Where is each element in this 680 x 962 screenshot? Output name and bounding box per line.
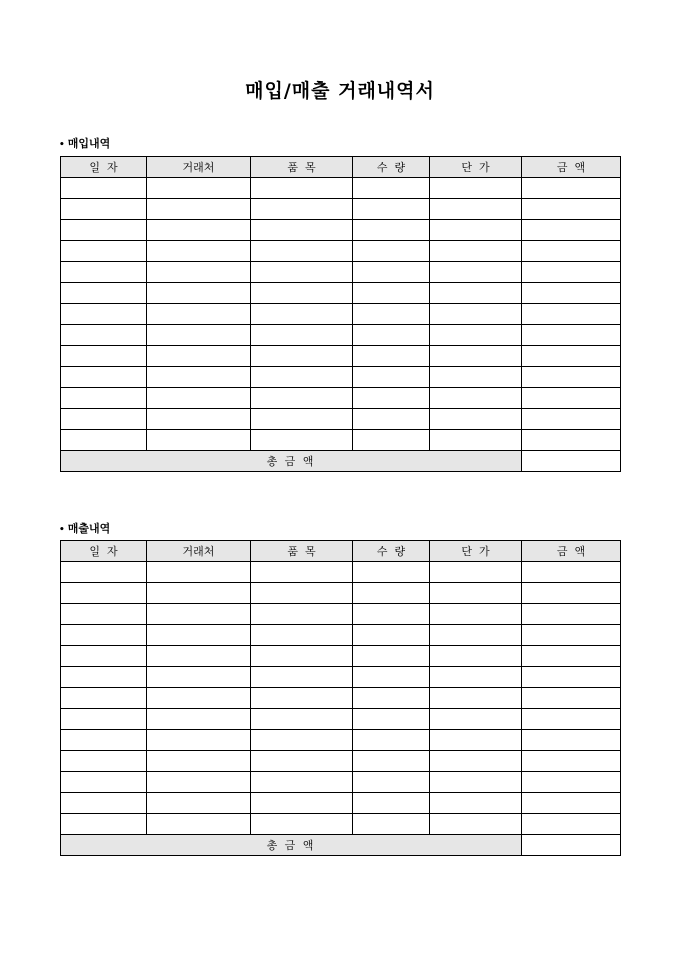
table-cell[interactable] [147, 646, 251, 667]
purchase-heading-text: 매입내역 [67, 137, 111, 150]
table-cell[interactable] [61, 688, 147, 709]
table-cell[interactable] [353, 604, 430, 625]
column-header: 금 액 [522, 541, 621, 562]
table-cell[interactable] [522, 199, 621, 220]
table-row [61, 688, 621, 709]
table-cell[interactable] [147, 178, 251, 199]
table-cell[interactable] [251, 667, 353, 688]
table-cell[interactable] [430, 667, 522, 688]
table-cell[interactable] [61, 730, 147, 751]
table-cell[interactable] [251, 793, 353, 814]
column-header: 품 목 [251, 157, 353, 178]
table-cell[interactable] [353, 346, 430, 367]
table-cell[interactable] [353, 583, 430, 604]
table-row [61, 772, 621, 793]
table-row [61, 709, 621, 730]
table-cell[interactable] [147, 367, 251, 388]
table-row [61, 220, 621, 241]
table-cell[interactable] [353, 709, 430, 730]
table-cell[interactable] [61, 325, 147, 346]
table-cell[interactable] [522, 562, 621, 583]
table-cell[interactable] [61, 241, 147, 262]
table-row [61, 814, 621, 835]
table-row [61, 178, 621, 199]
table-cell[interactable] [251, 751, 353, 772]
table-cell[interactable] [522, 367, 621, 388]
total-label: 총 금 액 [61, 835, 522, 856]
table-cell[interactable] [430, 199, 522, 220]
table-cell[interactable] [61, 409, 147, 430]
table-row [61, 646, 621, 667]
table-cell[interactable] [251, 730, 353, 751]
table-cell[interactable] [61, 583, 147, 604]
table-cell[interactable] [251, 709, 353, 730]
total-row [61, 451, 621, 472]
table-cell[interactable] [430, 178, 522, 199]
table-cell[interactable] [522, 241, 621, 262]
total-amount-cell[interactable] [522, 835, 621, 856]
table-cell[interactable] [430, 409, 522, 430]
table-cell[interactable] [61, 751, 147, 772]
table-cell[interactable] [522, 583, 621, 604]
table-row [61, 325, 621, 346]
table-cell[interactable] [251, 604, 353, 625]
column-header: 일 자 [61, 541, 147, 562]
column-header: 수 량 [353, 157, 430, 178]
table-cell[interactable] [522, 730, 621, 751]
column-header: 수 량 [353, 541, 430, 562]
table-cell[interactable] [251, 646, 353, 667]
table-cell[interactable] [61, 262, 147, 283]
table-cell[interactable] [147, 283, 251, 304]
table-cell[interactable] [147, 604, 251, 625]
document-title: 매입/매출 거래내역서 [245, 80, 435, 102]
table-cell[interactable] [430, 688, 522, 709]
table-cell[interactable] [61, 793, 147, 814]
sales-table [60, 540, 621, 856]
table-cell[interactable] [61, 430, 147, 451]
table-cell[interactable] [147, 304, 251, 325]
table-cell[interactable] [251, 220, 353, 241]
column-header: 거래처 [147, 157, 251, 178]
table-cell[interactable] [430, 430, 522, 451]
column-header: 금 액 [522, 157, 621, 178]
table-cell[interactable] [430, 388, 522, 409]
table-cell[interactable] [353, 283, 430, 304]
table-cell[interactable] [522, 646, 621, 667]
table-cell[interactable] [353, 772, 430, 793]
total-label: 총 금 액 [61, 451, 522, 472]
table-cell[interactable] [522, 793, 621, 814]
table-cell[interactable] [147, 430, 251, 451]
table-cell[interactable] [353, 241, 430, 262]
table-cell[interactable] [61, 220, 147, 241]
column-header: 일 자 [61, 157, 147, 178]
table-cell[interactable] [353, 625, 430, 646]
table-cell[interactable] [522, 751, 621, 772]
table-cell[interactable] [147, 562, 251, 583]
table-cell[interactable] [522, 325, 621, 346]
bullet-icon: • [59, 525, 65, 535]
table-row [61, 409, 621, 430]
table-row [61, 367, 621, 388]
table-cell[interactable] [61, 709, 147, 730]
table-cell[interactable] [353, 409, 430, 430]
table-cell[interactable] [430, 220, 522, 241]
bullet-icon: • [59, 140, 65, 150]
table-cell[interactable] [430, 325, 522, 346]
table-cell[interactable] [251, 430, 353, 451]
table-cell[interactable] [61, 178, 147, 199]
table-cell[interactable] [353, 199, 430, 220]
table-cell[interactable] [522, 430, 621, 451]
table-cell[interactable] [522, 604, 621, 625]
table-cell[interactable] [61, 562, 147, 583]
purchase-table [60, 156, 621, 472]
table-cell[interactable] [353, 730, 430, 751]
table-cell[interactable] [353, 667, 430, 688]
table-row [61, 199, 621, 220]
sales-header-row [61, 541, 621, 562]
table-cell[interactable] [147, 409, 251, 430]
table-cell[interactable] [251, 583, 353, 604]
table-cell[interactable] [522, 409, 621, 430]
table-row [61, 346, 621, 367]
table-cell[interactable] [147, 241, 251, 262]
table-row [61, 283, 621, 304]
table-cell[interactable] [251, 283, 353, 304]
table-cell[interactable] [430, 751, 522, 772]
table-row [61, 625, 621, 646]
table-cell[interactable] [353, 646, 430, 667]
table-cell[interactable] [430, 262, 522, 283]
table-cell[interactable] [353, 388, 430, 409]
table-cell[interactable] [61, 367, 147, 388]
table-cell[interactable] [522, 688, 621, 709]
table-row [61, 604, 621, 625]
column-header: 품 목 [251, 541, 353, 562]
table-cell[interactable] [147, 730, 251, 751]
table-cell[interactable] [251, 262, 353, 283]
table-cell[interactable] [251, 814, 353, 835]
table-cell[interactable] [61, 604, 147, 625]
table-cell[interactable] [430, 367, 522, 388]
table-row [61, 241, 621, 262]
column-header: 단 가 [430, 541, 522, 562]
table-cell[interactable] [522, 814, 621, 835]
table-cell[interactable] [61, 667, 147, 688]
table-cell[interactable] [353, 814, 430, 835]
table-cell[interactable] [147, 220, 251, 241]
table-cell[interactable] [251, 241, 353, 262]
table-cell[interactable] [522, 709, 621, 730]
table-cell[interactable] [522, 304, 621, 325]
table-cell[interactable] [430, 604, 522, 625]
table-cell[interactable] [147, 709, 251, 730]
table-cell[interactable] [61, 199, 147, 220]
table-cell[interactable] [430, 625, 522, 646]
table-cell[interactable] [430, 730, 522, 751]
table-cell[interactable] [522, 772, 621, 793]
table-cell[interactable] [353, 304, 430, 325]
table-cell[interactable] [147, 772, 251, 793]
table-cell[interactable] [251, 625, 353, 646]
table-cell[interactable] [251, 178, 353, 199]
table-cell[interactable] [251, 772, 353, 793]
table-cell[interactable] [430, 709, 522, 730]
table-cell[interactable] [353, 325, 430, 346]
table-cell[interactable] [353, 688, 430, 709]
table-cell[interactable] [251, 304, 353, 325]
table-cell[interactable] [147, 388, 251, 409]
table-cell[interactable] [430, 562, 522, 583]
table-cell[interactable] [353, 178, 430, 199]
purchase-section-heading [59, 135, 110, 151]
table-cell[interactable] [147, 262, 251, 283]
table-row [61, 751, 621, 772]
table-row [61, 583, 621, 604]
table-cell[interactable] [251, 388, 353, 409]
table-cell[interactable] [147, 199, 251, 220]
purchase-header-row [61, 157, 621, 178]
table-cell[interactable] [147, 667, 251, 688]
table-cell[interactable] [430, 346, 522, 367]
table-cell[interactable] [353, 262, 430, 283]
table-cell[interactable] [522, 262, 621, 283]
table-cell[interactable] [251, 562, 353, 583]
table-cell[interactable] [61, 283, 147, 304]
table-cell[interactable] [430, 241, 522, 262]
table-cell[interactable] [61, 772, 147, 793]
table-cell[interactable] [430, 814, 522, 835]
column-header: 단 가 [430, 157, 522, 178]
table-cell[interactable] [147, 793, 251, 814]
column-header: 거래처 [147, 541, 251, 562]
table-row [61, 730, 621, 751]
table-cell[interactable] [353, 430, 430, 451]
table-cell[interactable] [147, 346, 251, 367]
table-cell[interactable] [147, 583, 251, 604]
table-cell[interactable] [522, 178, 621, 199]
sales-heading-text: 매출내역 [67, 522, 111, 535]
table-cell[interactable] [61, 388, 147, 409]
table-cell[interactable] [353, 751, 430, 772]
table-cell[interactable] [522, 346, 621, 367]
table-cell[interactable] [353, 793, 430, 814]
table-cell[interactable] [353, 367, 430, 388]
total-amount-cell[interactable] [522, 451, 621, 472]
table-cell[interactable] [522, 220, 621, 241]
table-cell[interactable] [430, 283, 522, 304]
table-cell[interactable] [61, 646, 147, 667]
table-row [61, 667, 621, 688]
table-cell[interactable] [251, 325, 353, 346]
table-cell[interactable] [430, 772, 522, 793]
table-cell[interactable] [147, 814, 251, 835]
table-cell[interactable] [430, 583, 522, 604]
table-cell[interactable] [430, 793, 522, 814]
table-cell[interactable] [147, 325, 251, 346]
table-row [61, 262, 621, 283]
table-cell[interactable] [61, 346, 147, 367]
table-cell[interactable] [251, 688, 353, 709]
sales-section-heading [59, 520, 110, 536]
table-row [61, 388, 621, 409]
table-row [61, 430, 621, 451]
table-cell[interactable] [251, 409, 353, 430]
table-row [61, 793, 621, 814]
table-cell[interactable] [251, 367, 353, 388]
table-cell[interactable] [522, 625, 621, 646]
table-cell[interactable] [353, 220, 430, 241]
table-cell[interactable] [522, 667, 621, 688]
table-cell[interactable] [353, 562, 430, 583]
table-cell[interactable] [147, 751, 251, 772]
table-cell[interactable] [522, 283, 621, 304]
table-cell[interactable] [430, 646, 522, 667]
table-cell[interactable] [61, 304, 147, 325]
table-cell[interactable] [61, 814, 147, 835]
table-cell[interactable] [147, 625, 251, 646]
table-cell[interactable] [522, 388, 621, 409]
table-row [61, 304, 621, 325]
table-cell[interactable] [430, 304, 522, 325]
table-cell[interactable] [61, 625, 147, 646]
total-row [61, 835, 621, 856]
table-cell[interactable] [251, 199, 353, 220]
table-cell[interactable] [251, 346, 353, 367]
table-row [61, 562, 621, 583]
table-cell[interactable] [147, 688, 251, 709]
